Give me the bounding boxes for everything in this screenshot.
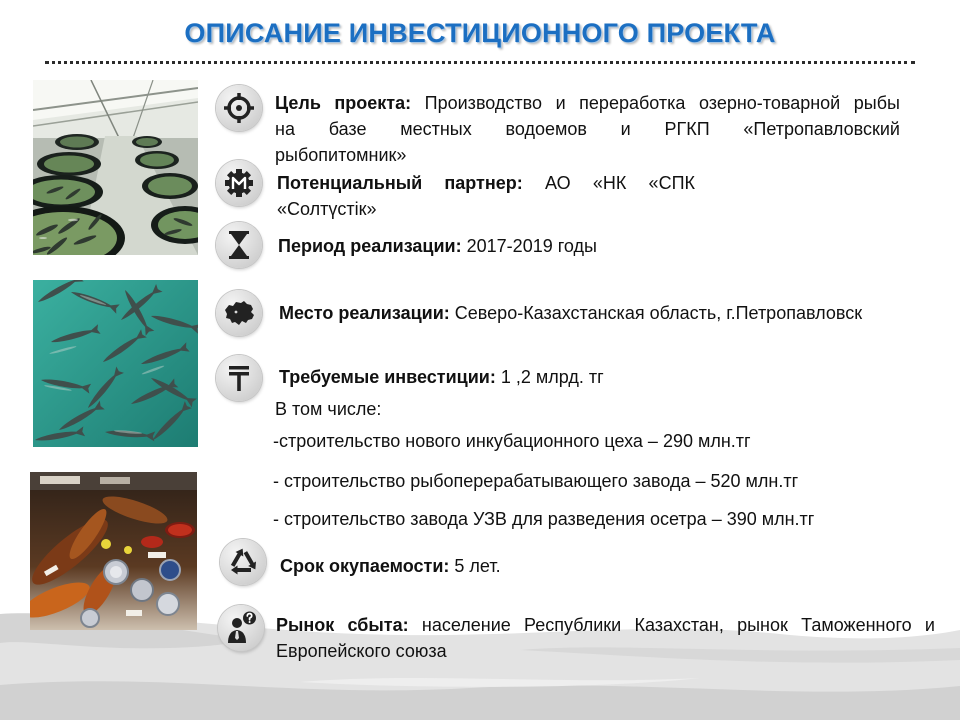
payback-label: Срок окупаемости: xyxy=(280,556,450,576)
fish-farm-photo xyxy=(33,80,198,255)
investment-breakdown-item: - строительство рыбоперерабатывающего завода – 520 млн.тг xyxy=(273,471,799,491)
location-value: Северо-Казахстанская область, г.Петропавловск xyxy=(454,303,863,323)
market-line-1 xyxy=(276,612,935,638)
goal-text-line-3: рыбопитомник» xyxy=(275,145,407,165)
person-question-icon xyxy=(218,605,264,651)
market-text-line-2: Европейского союза xyxy=(276,641,447,661)
fish-products-photo xyxy=(30,472,197,630)
map-icon xyxy=(216,290,262,336)
period-label: Период реализации: xyxy=(278,236,462,256)
period-value: 2017-2019 годы xyxy=(466,236,597,256)
implementation-location xyxy=(279,300,862,326)
sturgeon-photo xyxy=(33,280,198,447)
market-text-line-1: население Республики Казахстан, рынок Таможенного и xyxy=(421,615,935,635)
investment-label: Требуемые инвестиции: xyxy=(279,367,496,387)
page-title: ОПИСАНИЕ ИНВЕСТИЦИОННОГО ПРОЕКТА xyxy=(184,18,776,48)
project-goal xyxy=(275,90,900,168)
target-icon xyxy=(216,85,262,131)
payback-value: 5 лет. xyxy=(454,556,501,576)
recycle-icon xyxy=(220,539,266,585)
investment-breakdown-item: - строительство завода УЗВ для разведения осетра – 390 млн.тг xyxy=(273,509,815,529)
location-label: Место реализации: xyxy=(279,303,450,323)
market-label: Рынок сбыта: xyxy=(276,615,409,635)
dotted-divider xyxy=(45,61,915,64)
goal-text-line-1: Производство и переработка озерно-товарной рыбы xyxy=(424,93,900,113)
implementation-period xyxy=(278,233,597,259)
goal-label: Цель проекта: xyxy=(275,93,412,113)
partner-line-1 xyxy=(277,170,695,196)
sales-market xyxy=(276,612,935,664)
potential-partner xyxy=(277,170,695,222)
gear-icon xyxy=(216,160,262,206)
partner-text-line-1: АО «НК «СПК xyxy=(544,173,695,193)
goal-line-1 xyxy=(275,90,900,116)
required-investment xyxy=(279,364,604,390)
payback-period xyxy=(280,553,501,579)
tenge-icon xyxy=(216,355,262,401)
investment-breakdown-item: -строительство нового инкубационного цеха – 290 млн.тг xyxy=(273,431,751,451)
investment-including-label: В том числе: xyxy=(275,399,382,419)
goal-text-line-2: на базе местных водоемов и РГКП «Петропавловский xyxy=(275,119,900,139)
partner-label: Потенциальный партнер: xyxy=(277,173,523,193)
partner-text-line-2: «Солтүстік» xyxy=(277,199,377,219)
hourglass-icon xyxy=(216,222,262,268)
investment-value: 1 ,2 млрд. тг xyxy=(500,367,604,387)
